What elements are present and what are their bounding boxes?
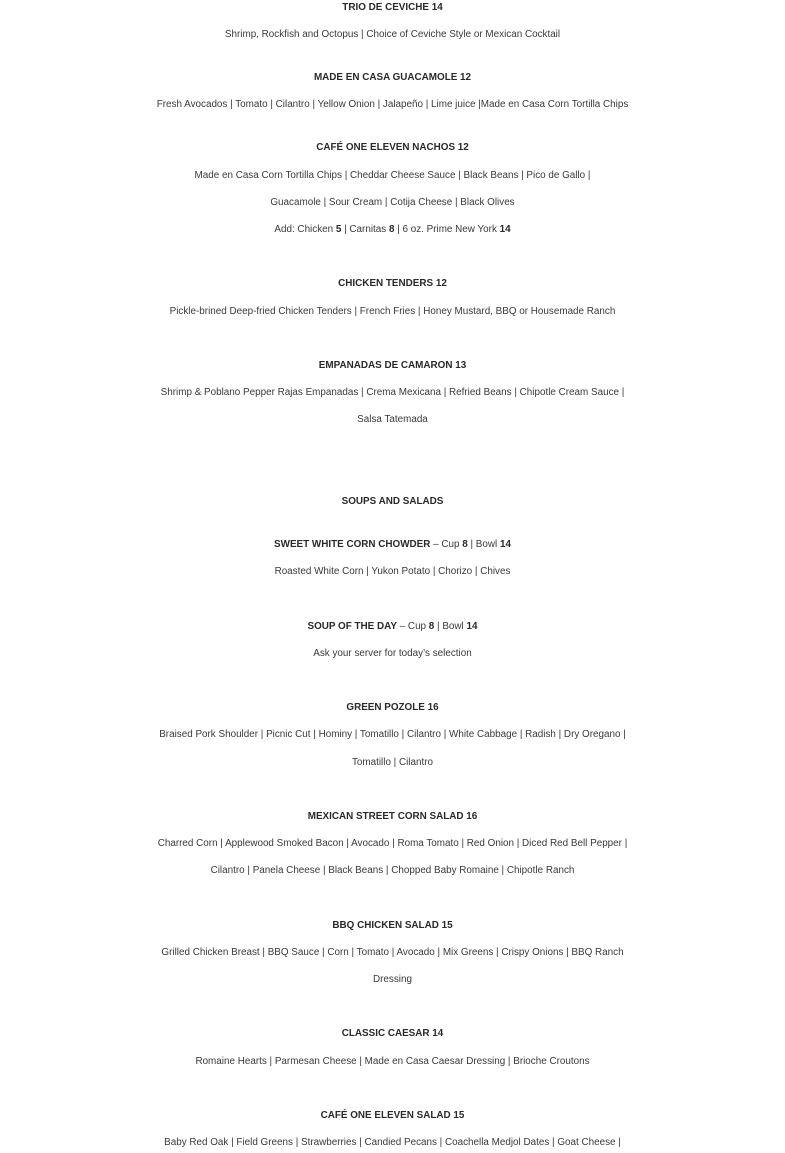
size-label: | Bowl <box>467 539 500 550</box>
addon-text: Add: Chicken <box>274 224 336 235</box>
item-description: Fresh Avocados | Tomato | Cilantro | Yellow Onion | Jalapeño | Lime juice |Made en Casa Corn Tortilla Chips <box>156 99 629 110</box>
section-title: SOUPS AND SALADS <box>341 496 444 507</box>
size-label: – Cup <box>396 621 429 632</box>
item-title: MEXICAN STREET CORN SALAD 16 <box>307 811 478 822</box>
item-title: CAFÉ ONE ELEVEN SALAD 15 <box>320 1110 465 1121</box>
item-description: Salsa Tatemada <box>357 414 428 425</box>
item-addons <box>0 220 785 240</box>
item-title: EMPANADAS DE CAMARON 13 <box>318 360 467 371</box>
size-price: 14 <box>499 539 511 550</box>
item-description: Roasted White Corn | Yukon Potato | Chorizo | Chives <box>274 566 511 577</box>
item-title: CHICKEN TENDERS 12 <box>338 278 447 289</box>
item-title: CLASSIC CAESAR 14 <box>341 1028 444 1039</box>
item-name: SOUP OF THE DAY <box>307 621 397 632</box>
addon-price: 14 <box>499 224 511 235</box>
item-description: Made en Casa Corn Tortilla Chips | Cheddar Cheese Sauce | Black Beans | Pico de Gallo | <box>194 170 591 181</box>
size-price: 8 <box>462 539 468 550</box>
addon-text: | Carnitas <box>341 224 389 235</box>
item-description: Ask your server for today’s selection <box>313 648 472 659</box>
size-label: – Cup <box>430 539 463 550</box>
item-title: BBQ CHICKEN SALAD 15 <box>332 920 453 931</box>
size-price: 14 <box>466 621 478 632</box>
item-description: Shrimp & Poblano Pepper Rajas Empanadas | Crema Mexicana | Refried Beans | Chipotle Cream Sauce | <box>160 387 625 398</box>
item-description: Tomatillo | Cilantro <box>351 757 434 768</box>
item-description: Braised Pork Shoulder | Picnic Cut | Hominy | Tomatillo | Cilantro | White Cabbage | Radish | Dry Oregano | <box>159 729 626 740</box>
size-price: 8 <box>428 621 435 632</box>
item-description: Romaine Hearts | Parmesan Cheese | Made en Casa Caesar Dressing | Brioche Croutons <box>195 1056 590 1067</box>
addon-text: | 6 oz. Prime New York <box>394 224 500 235</box>
size-label: | Bowl <box>434 621 467 632</box>
addon-price: 8 <box>388 224 395 235</box>
item-description: Grilled Chicken Breast | BBQ Sauce | Corn | Tomato | Avocado | Mix Greens | Crispy Onions | BBQ Ranch <box>161 947 624 958</box>
item-description: Shrimp, Rockfish and Octopus | Choice of Ceviche Style or Mexican Cocktail <box>224 29 561 40</box>
item-title: TRIO DE CEVICHE 14 <box>342 2 443 13</box>
item-description: Pickle-brined Deep-fried Chicken Tenders | French Fries | Honey Mustard, BBQ or Housemade Ranch <box>169 306 616 317</box>
item-title: GREEN POZOLE 16 <box>346 702 439 713</box>
item-name: SWEET WHITE CORN CHOWDER <box>274 539 431 550</box>
item-title: CAFÉ ONE ELEVEN NACHOS 12 <box>316 142 469 153</box>
item-heading <box>0 535 785 555</box>
item-heading <box>0 617 785 637</box>
item-title: MADE EN CASA GUACAMOLE 12 <box>313 72 472 83</box>
addon-price: 5 <box>335 224 342 235</box>
item-description: Cilantro | Panela Cheese | Black Beans | Chopped Baby Romaine | Chipotle Ranch <box>210 865 575 876</box>
item-description: Guacamole | Sour Cream | Cotija Cheese | Black Olives <box>270 197 515 208</box>
item-description: Charred Corn | Applewood Smoked Bacon | Avocado | Roma Tomato | Red Onion | Diced Red Bell Pepper | <box>157 838 628 849</box>
item-description: Baby Red Oak | Field Greens | Strawberries | Candied Pecans | Coachella Medjol Dates | Goat Cheese | <box>164 1137 621 1148</box>
item-description: Dressing <box>373 974 412 985</box>
